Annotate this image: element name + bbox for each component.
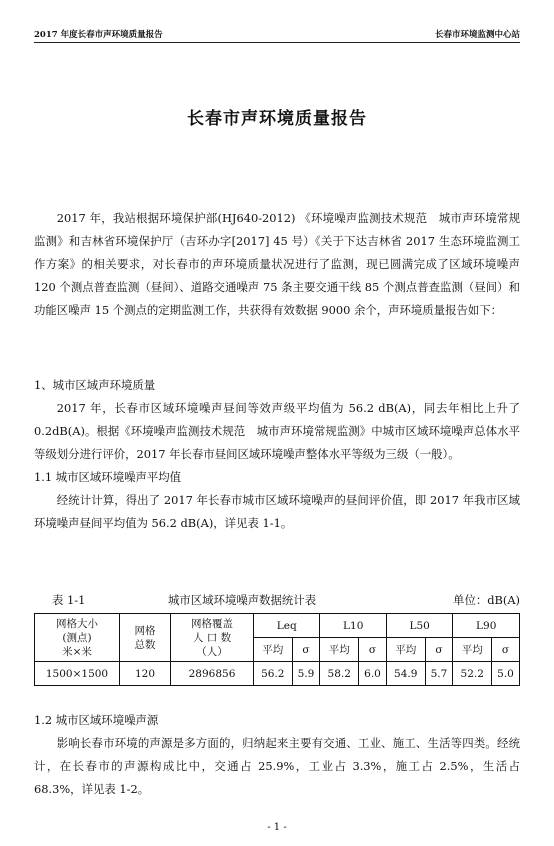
header-grid-count: 网格 总数 — [120, 614, 171, 662]
section-1 — [34, 374, 520, 535]
page-header — [34, 26, 520, 43]
subheader-sigma: σ — [425, 638, 453, 662]
section-1-heading: 1、城市区域声环境质量 — [34, 378, 156, 392]
section-1-paragraph: 2017 年，长春市区域环境噪声昼间等效声级平均值为 56.2 dB(A)，同去年相比上升了 0.2dB(A)。根据《环境噪声监测技术规范 城市声环境常规监测》中城市区域环境噪声总体水平等级划分进行评价，2017 年长春市昼间区域环境噪声整体水平等级为三级（一般）。 — [34, 401, 520, 461]
cell-l50-mean: 54.9 — [386, 662, 425, 686]
document-title: 长春市声环境质量报告 — [187, 109, 367, 129]
table-row — [35, 662, 520, 686]
cell-leq-sigma: 5.9 — [292, 662, 320, 686]
header-grid-size: 网格大小 (测点) 米×米 — [35, 614, 120, 662]
cell-grid-size: 1500×1500 — [35, 662, 120, 686]
header-l50: L50 — [386, 614, 452, 638]
cell-l90-mean: 52.2 — [453, 662, 492, 686]
header-organization: 长春市环境监测中心站 — [434, 30, 520, 40]
subheader-mean: 平均 — [386, 638, 425, 662]
table-caption — [52, 592, 520, 608]
subheader-mean: 平均 — [254, 638, 293, 662]
header-leq: Leq — [254, 614, 320, 638]
table-header-row — [35, 614, 520, 638]
cell-l10-mean: 58.2 — [320, 662, 359, 686]
header-coverage-population: 网格覆盖 人 口 数 （人） — [171, 614, 254, 662]
section-1-2 — [34, 709, 520, 801]
header-l10: L10 — [320, 614, 386, 638]
intro-block — [34, 207, 520, 322]
cell-coverage: 2896856 — [171, 662, 254, 686]
cell-grid-count: 120 — [120, 662, 171, 686]
subheader-mean: 平均 — [320, 638, 359, 662]
section-1-2-heading: 1.2 城市区域环境噪声源 — [34, 713, 159, 727]
page-number: - 1 - — [267, 822, 287, 833]
cell-l50-sigma: 5.7 — [425, 662, 453, 686]
subheader-mean: 平均 — [453, 638, 492, 662]
section-1-1-heading: 1.1 城市区域环境噪声平均值 — [34, 470, 182, 484]
cell-leq-mean: 56.2 — [254, 662, 293, 686]
subheader-sigma: σ — [491, 638, 519, 662]
subheader-sigma: σ — [359, 638, 387, 662]
noise-statistics-table — [34, 613, 520, 686]
header-l90: L90 — [453, 614, 520, 638]
subheader-sigma: σ — [292, 638, 320, 662]
table-unit: 单位：dB(A) — [453, 593, 520, 607]
table-number: 表 1-1 — [52, 593, 86, 607]
cell-l10-sigma: 6.0 — [359, 662, 387, 686]
header-report-title: 2017 年度长春市声环境质量报告 — [34, 30, 163, 40]
cell-l90-sigma: 5.0 — [491, 662, 519, 686]
table-title: 城市区域环境噪声数据统计表 — [168, 593, 317, 607]
section-1-2-paragraph: 影响长春市环境的声源是多方面的，归纳起来主要有交通、工业、施工、生活等四类。经统计，在长春市的声源构成比中，交通占 25.9%，工业占 3.3%，施工占 2.5%，生活占 68.3%，详见表 1-2。 — [34, 736, 520, 796]
section-1-1-paragraph: 经统计计算，得出了 2017 年长春市城市区域环境噪声的昼间评价值，即 2017 年我市区域环境噪声昼间平均值为 56.2 dB(A)，详见表 1-1。 — [34, 493, 520, 530]
intro-paragraph: 2017 年，我站根据环境保护部(HJ640-2012) 《环境噪声监测技术规范 城市声环境常规监测》和吉林省环境保护厅（吉环办字[2017] 45 号）《关于下达吉林省 2017 生态环境监测工作方案》的相关要求，对长春市的声环境质量状况进行了监测，现已圆满完成了区域环境噪声 120 个测点普查监测（昼间）、道路交通噪声 75 条主要交通干线 85 个测点普查监测（昼间）和功能区噪声 15 个测点的定期监测工作，共获得有效数据 9000 余个，声环境质量报告如下： — [34, 211, 520, 317]
